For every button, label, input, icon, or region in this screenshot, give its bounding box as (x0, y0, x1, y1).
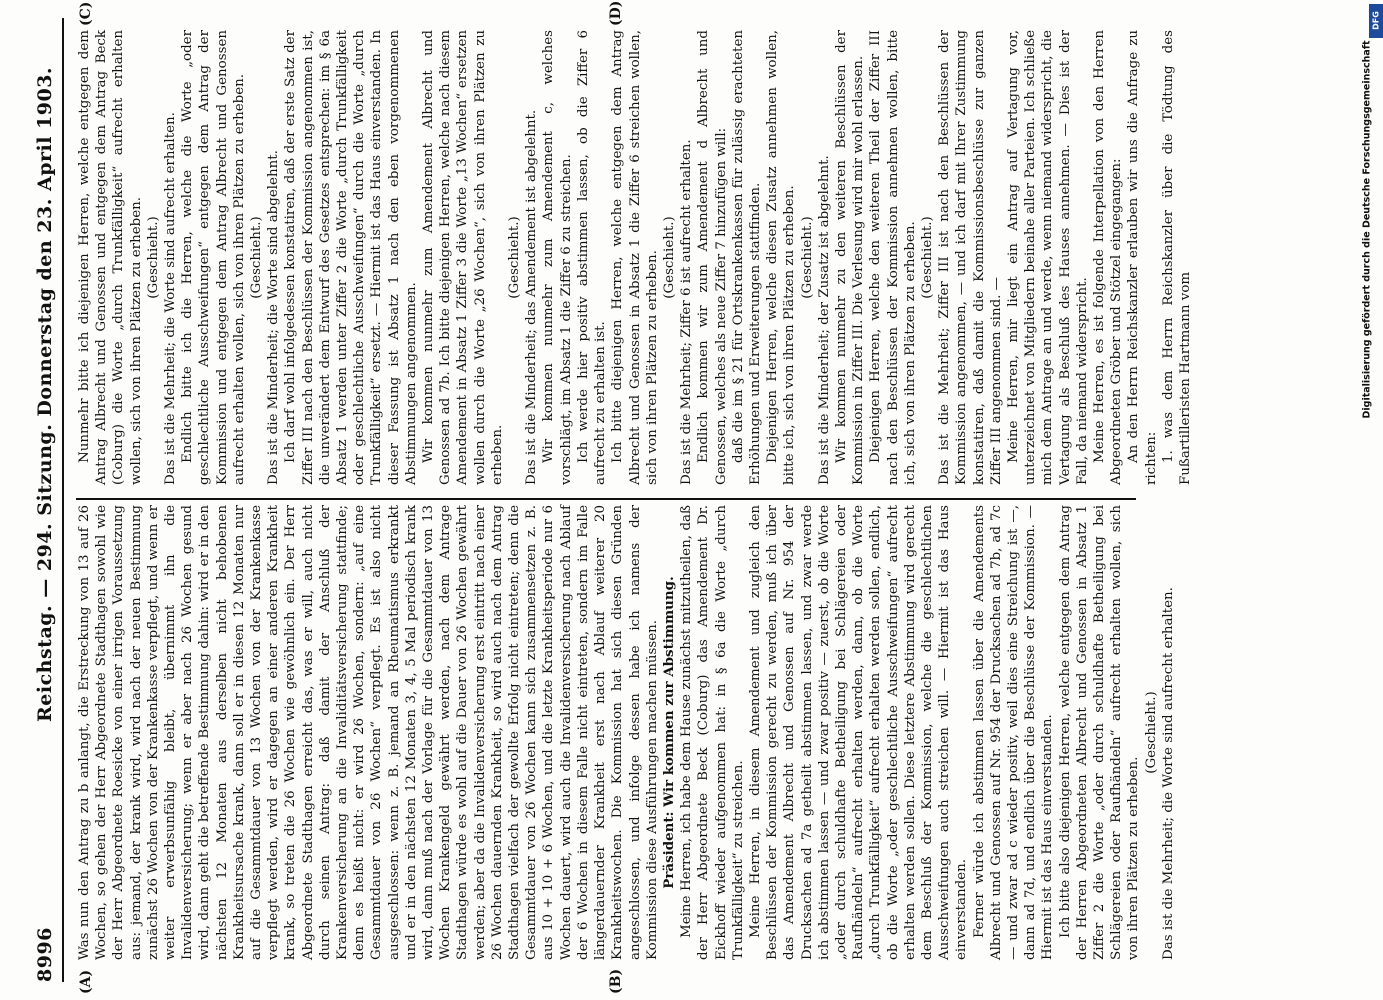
paragraph: (Geschieht.) (799, 216, 815, 299)
margin-marker-d: (D) (608, 0, 624, 26)
paragraph: Das ist die Minderheit; das Amendement ist abgelehnt. (524, 109, 540, 485)
paragraph: Was nun den Antrag zu b anlangt, die Erstreckung von 13 auf 26 Wochen, so gehen der Herr Abgeordnete Stadthagen sowohl wie der Herr Abgeordnete Roesicke von einer irrigen Voraussetzung aus: jemand, der krank wird, wird nach der neuen Bestimmung zunächst 26 Wochen von der Krankenkasse verpflegt, und wenn er weiter erwerbsunfähig bleibt, übernimmt ihn die Invalidenversicherung; wenn er aber nach 26 Wochen gesund wird, dann geht die betreffende Bestimmung dahin: wird er in den nächsten 12 Monaten aus derselben nicht behobenen Krankheitsursache krank, dann soll er in diesen 12 Monaten nur auf die Gesammtdauer von 13 Wochen von der Krankenkasse verpflegt werden, wird er dagegen an einer anderen Krankheit krank, so treten die 26 Wochen wie gewöhnlich ein. Der Herr Abgeordnete Stadthagen erreicht das, was er will, auch nicht durch seinen Antrag: daß damit der Anschluß der Krankenversicherung an die Invaliditätsversicherung stattfinde; denn es heißt nicht: er wird 26 Wochen, sondern: „auf eine Gesammtdauer von 26 Wochen“ verpflegt. Es ist also nicht ausgeschlossen: wenn z. B. jemand an Rheumatismus erkrankt und er in den nächsten 12 Monaten 3, 4, 5 Mal periodisch krank wird, dann muß nach der Vorlage für die Gesammtdauer von 13 Wochen Krankengeld gewährt werden, nach dem Antrage Stadthagen würde es wohl auf die Dauer von 26 Wochen gewährt werden; aber da die Invalidenversicherung erst eintritt nach einer 26 Wochen dauernden Krankheit, so wird auch nach dem Antrag Stadthagen vielfach der gewollte Erfolg nicht eintreten; denn die Gesammtdauer von 26 Wochen kann sich zusammensetzen z. B. aus 10 + 10 + 6 Wochen, und die letzte Krankheitsperiode nur 6 Wochen dauert, wird auch die Invalidenversicherung nach Ablauf der 6 Wochen in diesem Falle nicht eintreten, sondern im Falle längerdauernder Krankheit erst nach Ablauf weiterer 20 Krankheitswochen. Die Kommission hat sich diesen Gründen angeschlossen, und infolge dessen habe ich namens der Kommission diese Ausführungen machen müssen. (77, 505, 660, 960)
paragraph: Diejenigen Herren, welche diesen Zusatz annehmen wollen, bitte ich, sich von ihren Plätzen zu erheben. (765, 30, 798, 485)
paragraph: (Geschieht.) (507, 216, 523, 299)
paragraph: (Geschieht.) (919, 216, 935, 299)
paragraph: 1. was dem Herrn Reichskanzler über die Tödtung des Fußartilleristen Hartmann vom (1160, 30, 1193, 485)
dfg-logo (1369, 4, 1383, 38)
paragraph: Meine Herren, in diesem Amendement und zugleich den Beschlüssen der Kommission gerecht zu werden, muß ich über das Amendement Albrecht und Genossen auf Nr. 954 der Drucksachen ad 7a getheilt abstimmen lassen, und zwar werde ich abstimmen lassen — und zwar positiv — zuerst, ob die Worte „oder durch schuldhafte Betheiligung bei Schlägereien oder Raufhändeln“ aufrecht erhalten werden, dann, ob die Worte „durch Trunkfälligkeit“ aufrecht erhalten werden sollen, endlich, ob die Worte „oder geschlechtliche Ausschweifungen“ aufrecht erhalten werden sollen. Diese letztere Abstimmung wird gerecht dem Beschluß der Kommission, welche die geschlechtlichen Ausschweifungen auch streichen will. — Hiermit ist das Haus einverstanden. (747, 505, 970, 960)
session-title: Reichstag. — 294. Sitzung. Donnerstag den 23. April 1903. (34, 66, 56, 722)
header-rule (62, 18, 64, 982)
paragraph: (Geschieht.) (661, 216, 677, 299)
paragraph: Das ist die Minderheit; die Worte sind abgelehnt. (266, 150, 282, 485)
right-text-column (76, 30, 1193, 485)
paragraph: Meine Herren, es ist folgende Interpellation von den Herren Abgeordneten Gröber und Stötzel eingegangen: (1091, 30, 1125, 485)
paragraph: Ich darf wohl infolgedessen konstatiren, daß der erste Satz der Ziffer III nach den Beschlüssen der Kommission angenommen ist, die unverändert dem Entwurf des Gesetzes entsprechen: im § 6a Absatz 1 werden unter Ziffer 2 die Worte „durch Trunkfälligkeit oder geschlechtliche Ausschweifungen“ durch die Worte „durch Trunkfälligkeit“ ersetzt. — Hiermit ist das Haus einverstanden. In dieser Fassung ist Absatz 1 nach den eben vorgenommenen Abstimmungen angenommen. (283, 30, 419, 485)
paragraph: Ich werde hier positiv abstimmen lassen, ob die Ziffer 6 aufrecht zu erhalten ist. (575, 30, 609, 485)
paragraph: Das ist die Mehrheit; Ziffer 6 ist aufrecht erhalten. (679, 139, 695, 485)
paragraph: Nunmehr bitte ich diejenigen Herren, welche entgegen dem Antrag Albrecht und Genossen und entgegen dem Antrag Beck (Coburg) die Worte „durch Trunkfälligkeit“ aufrecht erhalten wollen, sich von ihren Plätzen zu erheben. (77, 30, 144, 485)
digitization-credit (1360, 42, 1374, 742)
column-divider (76, 498, 1136, 500)
left-text-column (76, 505, 1176, 960)
paragraph: An den Herrn Reichskanzler erlauben wir uns die Anfrage zu richten: (1126, 30, 1159, 485)
paragraph: (Geschieht.) (145, 216, 161, 299)
credit-text: Digitalisierung gefördert durch die Deutsche Forschungsgemeinschaft (1361, 40, 1373, 419)
paragraph: Das ist die Minderheit; der Zusatz ist abgelehnt. (816, 155, 832, 485)
paragraph: Präsident: Wir kommen zur Abstimmung. (660, 576, 677, 889)
paragraph: Wir kommen nunmehr zum Amendement Albrecht und Genossen ad 7b. Ich bitte diejenigen Herren, welche nach diesem Amendement in Absatz 1 Ziffer 3 die Worte „13 Wochen“ ersetzen wollen durch die Worte „26 Wochen“, sich von ihren Plätzen zu erheben. (421, 30, 505, 485)
paragraph: Wir kommen nunmehr zum Amendement c, welches vorschlägt, im Absatz 1 die Ziffer 6 zu streichen. (541, 30, 574, 485)
paragraph: daß die im § 21 für Ortskrankenkassen für zulässig erachteten Erhöhungen und Erweiterungen stattfinden. (730, 30, 763, 485)
paragraph: Meine Herren, mir liegt ein Antrag auf Vertagung vor, unterzeichnet von Mitgliedern beinahe aller Parteien. Ich schließe mich dem Antrage an und werde, wenn niemand widerspricht, die Vertagung als Beschluß des Hauses annehmen. — Dies ist der Fall, da niemand widerspricht. (1005, 30, 1090, 485)
paragraph: Meine Herren, ich habe dem Hause zunächst mitzutheilen, daß der Herr Abgeordnete Beck (Coburg) das Amendement Dr. Eickhoff wieder aufgenommen hat: in § 6a die Worte „durch Trunkfälligkeit“ zu streichen. (679, 505, 746, 960)
page-number: 8996 (34, 927, 56, 982)
margin-marker-b: (B) (608, 968, 624, 994)
margin-marker-c: (C) (78, 1, 94, 26)
paragraph: Das ist die Mehrheit; die Worte sind aufrecht erhalten. (1160, 587, 1176, 960)
margin-marker-a: (A) (78, 969, 94, 994)
paragraph: Wir kommen nunmehr zu den weiteren Beschlüssen der Kommission in Ziffer III. Die Verlesung wird mir wohl erlassen. (833, 30, 867, 485)
paragraph: (Geschieht.) (249, 216, 265, 299)
dfg-logo-text: DFG (1371, 11, 1381, 30)
paragraph: Das ist die Mehrheit; Ziffer III ist nach den Beschlüssen der Kommission angenommen, — und ich darf mit Ihrer Zustimmung konstatiren, daß damit die Kommissionsbeschlüsse zur ganzen Ziffer III angenommen sind. — (937, 30, 1004, 485)
paragraph: Diejenigen Herren, welche den weiteren Theil der Ziffer III nach den Beschlüssen der Kommission annehmen wollen, bitte ich, sich von ihren Plätzen zu erheben. (868, 30, 918, 485)
paragraph: Ferner würde ich abstimmen lassen über die Amendements Albrecht und Genossen auf Nr. 954 der Drucksachen ad 7b, ad 7c — und zwar ad c wieder positiv, weil dies eine Streichung ist —, dann ad 7d, und endlich über die Beschlüsse der Kommission. — Hiermit ist das Haus einverstanden. (971, 505, 1056, 960)
paragraph: Ich bitte diejenigen Herren, welche entgegen dem Antrag Albrecht und Genossen in Absatz 1 die Ziffer 6 streichen wollen, sich von ihren Plätzen zu erheben. (610, 30, 660, 485)
paragraph: Das ist die Mehrheit; die Worte sind aufrecht erhalten. (163, 112, 179, 485)
paragraph: Endlich bitte ich die Herren, welche die Worte „oder geschlechtliche Ausschweifungen“ entgegen dem Antrag der Kommission und entgegen dem Antrag Albrecht und Genossen aufrecht erhalten wollen, sich von ihren Plätzen zu erheben. (180, 30, 247, 485)
paragraph: Endlich kommen wir zum Amendement d Albrecht und Genossen, welches als neue Ziffer 7 hinzufügen will: (696, 30, 729, 485)
paragraph: Ich bitte also diejenigen Herren, welche entgegen dem Antrag der Herren Abgeordneten Albrecht und Genossen in Absatz 1 Ziffer 2 die Worte „oder durch schuldhafte Betheiligung bei Schlägereien oder Raufhändeln“ aufrecht erhalten wollen, sich von ihren Plätzen zu erheben. (1057, 505, 1142, 960)
page-header (28, 18, 62, 982)
paragraph: (Geschieht.) (1143, 691, 1159, 774)
